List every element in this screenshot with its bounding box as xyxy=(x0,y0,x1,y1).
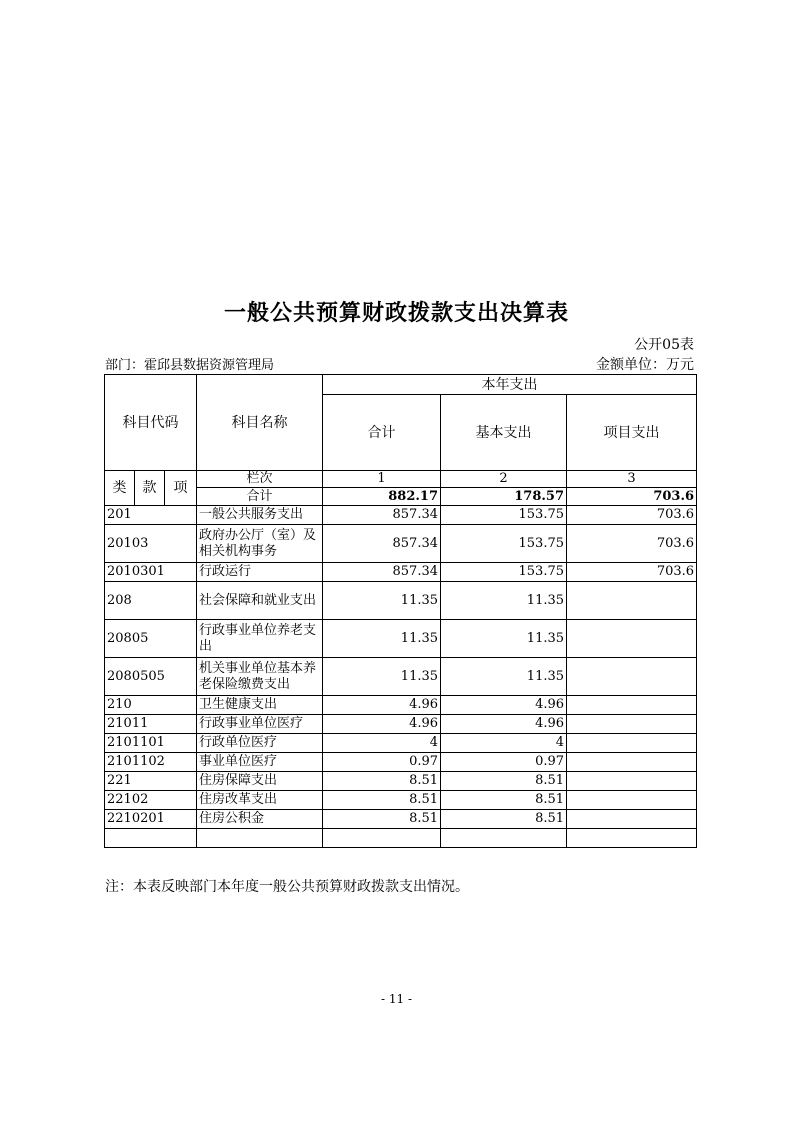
row-name: 行政事业单位医疗 xyxy=(197,715,323,734)
row-name: 社会保障和就业支出 xyxy=(197,582,323,620)
row-code: 221 xyxy=(105,772,197,791)
table-row xyxy=(105,582,697,620)
header-row-1 xyxy=(105,375,697,395)
row-code: 20103 xyxy=(105,525,197,563)
row-name: 住房保障支出 xyxy=(197,772,323,791)
empty-cell xyxy=(197,829,323,848)
empty-cell xyxy=(323,829,441,848)
table-row xyxy=(105,791,697,810)
project-expenditure-header: 项目支出 xyxy=(567,395,697,471)
form-number: 公开05表 xyxy=(634,337,694,353)
row-total: 11.35 xyxy=(323,658,441,696)
xiang-header: 项 xyxy=(165,471,197,506)
page-title: 一般公共预算财政拨款支出决算表 xyxy=(223,301,569,326)
row-total: 8.51 xyxy=(323,810,441,829)
row-basic: 153.75 xyxy=(441,506,567,525)
row-name: 行政运行 xyxy=(197,563,323,582)
department-label: 部门：霍邱县数据资源管理局 xyxy=(105,358,275,373)
row-basic: 8.51 xyxy=(441,772,567,791)
row-total: 8.51 xyxy=(323,791,441,810)
row-code: 20805 xyxy=(105,620,197,658)
row-basic: 4.96 xyxy=(441,715,567,734)
row-code: 21011 xyxy=(105,715,197,734)
row-code: 201 xyxy=(105,506,197,525)
row-basic: 11.35 xyxy=(441,620,567,658)
row-basic: 4.96 xyxy=(441,696,567,715)
row-name: 行政事业单位养老支出 xyxy=(197,620,323,658)
row-project xyxy=(567,658,697,696)
row-code: 2101102 xyxy=(105,753,197,772)
table-row xyxy=(105,715,697,734)
table-row xyxy=(105,810,697,829)
lei-header: 类 xyxy=(105,471,135,506)
expenditure-table xyxy=(104,374,697,848)
table-row xyxy=(105,772,697,791)
table-row xyxy=(105,658,697,696)
row-name: 住房公积金 xyxy=(197,810,323,829)
row-name: 政府办公厅（室）及相关机构事务 xyxy=(197,525,323,563)
table-row xyxy=(105,506,697,525)
row-code: 2210201 xyxy=(105,810,197,829)
total-row-project: 703.6 xyxy=(567,488,697,506)
column-number-1: 1 xyxy=(323,471,441,488)
row-name: 卫生健康支出 xyxy=(197,696,323,715)
subject-name-header: 科目名称 xyxy=(197,375,323,471)
row-total: 4 xyxy=(323,734,441,753)
row-project xyxy=(567,620,697,658)
total-row-basic: 178.57 xyxy=(441,488,567,506)
row-total: 8.51 xyxy=(323,772,441,791)
row-basic: 4 xyxy=(441,734,567,753)
row-project xyxy=(567,696,697,715)
kuan-header: 款 xyxy=(135,471,165,506)
column-number-label: 栏次 xyxy=(197,471,323,488)
basic-expenditure-header: 基本支出 xyxy=(441,395,567,471)
table-row xyxy=(105,753,697,772)
row-name: 机关事业单位基本养老保险缴费支出 xyxy=(197,658,323,696)
empty-row xyxy=(105,829,697,848)
empty-cell xyxy=(441,829,567,848)
row-total: 11.35 xyxy=(323,620,441,658)
column-number-2: 2 xyxy=(441,471,567,488)
row-project xyxy=(567,715,697,734)
row-total: 4.96 xyxy=(323,715,441,734)
row-name: 行政单位医疗 xyxy=(197,734,323,753)
row-basic: 8.51 xyxy=(441,810,567,829)
row-code: 210 xyxy=(105,696,197,715)
row-basic: 153.75 xyxy=(441,563,567,582)
row-code: 208 xyxy=(105,582,197,620)
row-total: 857.34 xyxy=(323,563,441,582)
empty-cell xyxy=(567,829,697,848)
row-basic: 11.35 xyxy=(441,658,567,696)
table-row xyxy=(105,696,697,715)
table-row xyxy=(105,734,697,753)
row-project xyxy=(567,734,697,753)
row-total: 857.34 xyxy=(323,525,441,563)
row-name: 一般公共服务支出 xyxy=(197,506,323,525)
page-number: - 11 - xyxy=(380,992,412,1006)
row-total: 0.97 xyxy=(323,753,441,772)
column-number-row xyxy=(105,471,697,488)
row-project: 703.6 xyxy=(567,506,697,525)
empty-cell xyxy=(105,829,197,848)
total-row-total: 882.17 xyxy=(323,488,441,506)
table-row xyxy=(105,563,697,582)
table-note: 注：本表反映部门本年度一般公共预算财政拨款支出情况。 xyxy=(105,879,469,895)
row-project xyxy=(567,772,697,791)
row-project xyxy=(567,791,697,810)
row-name: 事业单位医疗 xyxy=(197,753,323,772)
row-code: 2101101 xyxy=(105,734,197,753)
row-code: 22102 xyxy=(105,791,197,810)
amount-unit-label: 金额单位：万元 xyxy=(596,357,694,373)
row-project xyxy=(567,810,697,829)
table-row xyxy=(105,620,697,658)
total-header: 合计 xyxy=(323,395,441,471)
row-basic: 11.35 xyxy=(441,582,567,620)
row-project xyxy=(567,582,697,620)
row-basic: 8.51 xyxy=(441,791,567,810)
table-row xyxy=(105,525,697,563)
row-project: 703.6 xyxy=(567,563,697,582)
row-basic: 153.75 xyxy=(441,525,567,563)
subject-code-header: 科目代码 xyxy=(105,375,197,471)
row-total: 11.35 xyxy=(323,582,441,620)
row-code: 2010301 xyxy=(105,563,197,582)
row-code: 2080505 xyxy=(105,658,197,696)
row-total: 857.34 xyxy=(323,506,441,525)
column-number-3: 3 xyxy=(567,471,697,488)
row-total: 4.96 xyxy=(323,696,441,715)
current-year-expenditure-header: 本年支出 xyxy=(323,375,697,395)
row-basic: 0.97 xyxy=(441,753,567,772)
row-project: 703.6 xyxy=(567,525,697,563)
row-project xyxy=(567,753,697,772)
row-name: 住房改革支出 xyxy=(197,791,323,810)
total-row-label: 合计 xyxy=(197,488,323,506)
